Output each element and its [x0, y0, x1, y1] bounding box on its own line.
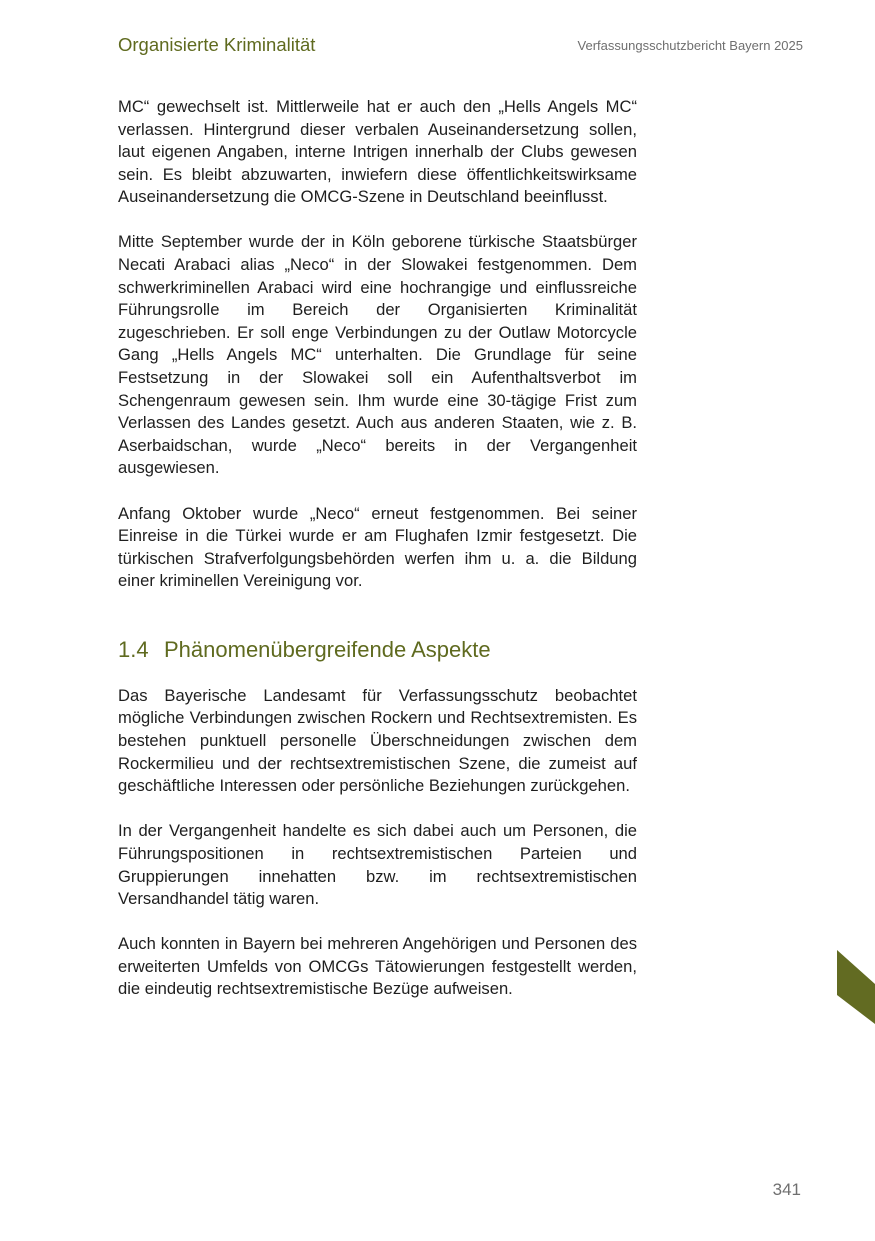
paragraph-neco-arrest-slovakia: Mitte September wurde der in Köln geborene türkische Staatsbürger Necati Arabaci alias „Neco“ in der Slowakei festgenommen. Dem schwerkriminellen Arabaci wird eine hochrangige und einflussreiche Führungsrolle im Bereich der Organisierten Kriminalität zugeschrieben. Er soll enge Verbindungen zu der Outlaw Motorcycle Gang „Hells Angels MC“ unterhalten. Die Grundlage für seine Festsetzung in der Slowakei soll ein Aufenthaltsverbot im Schengenraum gewesen sein. Ihm wurde eine 30-tägige Frist zum Verlassen des Landes gesetzt. Auch aus anderen Staaten, wie z. B. Aserbaidschan, wurde „Neco“ bereits in der Vergangenheit ausgewiesen. [118, 232, 637, 478]
paragraph-tattoos: Auch konnten in Bayern bei mehreren Angehörigen und Personen des erweiterten Umfelds von OMCGs Tätowierungen festgestellt werden, die eindeutig rechtsextremistische Bezüge aufweisen. [118, 934, 637, 999]
section-number: 1.4 [118, 636, 149, 662]
chapter-thumb-tab [837, 950, 875, 1024]
running-header [118, 34, 803, 58]
paragraph-rocker-extremist-links: Das Bayerische Landesamt für Verfassungsschutz beobachtet mögliche Verbindungen zwischen Rockern und Rechtsextremisten. Es bestehen punktuell personelle Überschneidungen zwischen dem Rockermilieu und der rechtsextremistischen Szene, die zumeist auf geschäftliche Interessen oder persönliche Beziehungen zurückgehen. [118, 685, 637, 796]
section-title: Phänomenübergreifende Aspekte [164, 636, 491, 662]
chapter-title: Organisierte Kriminalität [118, 34, 316, 55]
page-number: 341 [772, 1180, 801, 1199]
thumb-tab-shape [837, 950, 875, 1024]
paragraph-neco-arrest-turkey: Anfang Oktober wurde „Neco“ erneut festgenommen. Bei seiner Einreise in die Türkei wurde er am Flughafen Izmir festgesetzt. Die türkischen Strafverfolgungsbehörden werfen ihm u. a. die Bildung einer kriminellen Vereinigung vor. [118, 503, 637, 591]
paragraph-leadership-positions: In der Vergangenheit handelte es sich dabei auch um Personen, die Führungspositionen in rechtsextremistischen Parteien und Gruppierungen innehatten bzw. im rechtsextremistischen Versandhandel tätig waren. [118, 821, 637, 909]
body-text [118, 96, 637, 1024]
paragraph-hells-angels-dispute: MC“ gewechselt ist. Mittlerweile hat er auch den „Hells Angels MC“ verlassen. Hintergrund dieser verbalen Auseinandersetzung sollen, laut eigenen Angaben, interne Intrigen innerhalb der Clubs gewesen sein. Es bleibt abzuwarten, inwiefern diese öffentlichkeitswirksame Auseinandersetzung die OMCG-Szene in Deutschland beeinflusst. [118, 97, 637, 207]
report-title: Verfassungsschutzbericht Bayern 2025 [577, 38, 803, 53]
section-heading [118, 636, 637, 664]
